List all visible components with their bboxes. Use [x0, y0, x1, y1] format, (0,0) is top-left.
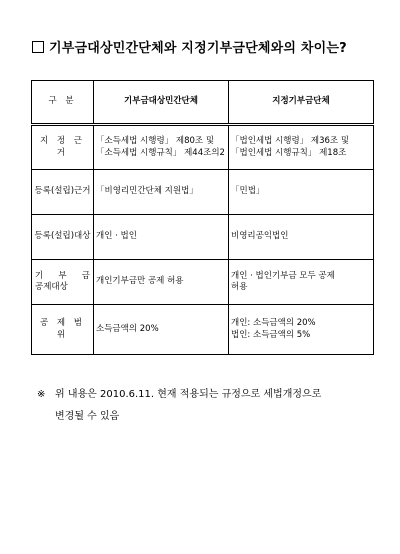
row-label-deduction-target: 기 부 금 공제대상: [32, 260, 94, 305]
header-designated-org: 지정기부금단체: [229, 81, 374, 125]
row-label-deduction-range: 공 제 범 위: [32, 305, 94, 355]
reference-mark-icon: ※: [37, 389, 46, 400]
title-text: 기부금대상민간단체와 지정기부금단체와의 차이는?: [49, 41, 347, 56]
table-row: [32, 170, 374, 215]
table-row: [32, 260, 374, 305]
table-header-row: [32, 81, 374, 125]
footnote-line: 변경될 수 있음: [55, 411, 120, 422]
cell: 개인기부금만 공제 허용: [94, 260, 229, 305]
header-category: 구 분: [32, 81, 94, 125]
row-label-registration-basis: 등록(설립)근거: [32, 170, 94, 215]
cell: 「민법」: [229, 170, 374, 215]
cell: 「비영리민간단체 지원법」: [94, 170, 229, 215]
comparison-table: [31, 80, 374, 355]
cell: 소득금액의 20%: [94, 305, 229, 355]
cell: 개인: 소득금액의 20% 법인: 소득금액의 5%: [229, 305, 374, 355]
cell: 비영리공익법인: [229, 215, 374, 260]
footnote-line: 위 내용은 2010.6.11. 현재 적용되는 규정으로 세법개정으로: [55, 389, 322, 400]
footnote: [37, 384, 382, 428]
cell: 개인 · 법인: [94, 215, 229, 260]
header-private-org: 기부금대상민간단체: [94, 81, 229, 125]
table-row: [32, 125, 374, 170]
row-label-legal-basis: 지 정 근 거: [32, 125, 94, 170]
table-row: [32, 215, 374, 260]
row-label-registration-target: 등록(설립)대상: [32, 215, 94, 260]
cell: 「법인세법 시행령」 제36조 및 「법인세법 시행규칙」 제18조: [229, 125, 374, 170]
checkbox-square-icon: [32, 41, 44, 53]
table-row: [32, 305, 374, 355]
cell: 「소득세법 시행령」 제80조 및 「소득세법 시행규칙」 제44조의2: [94, 125, 229, 170]
cell: 개인 · 법인기부금 모두 공제 허용: [229, 260, 374, 305]
page-title: [32, 37, 392, 56]
